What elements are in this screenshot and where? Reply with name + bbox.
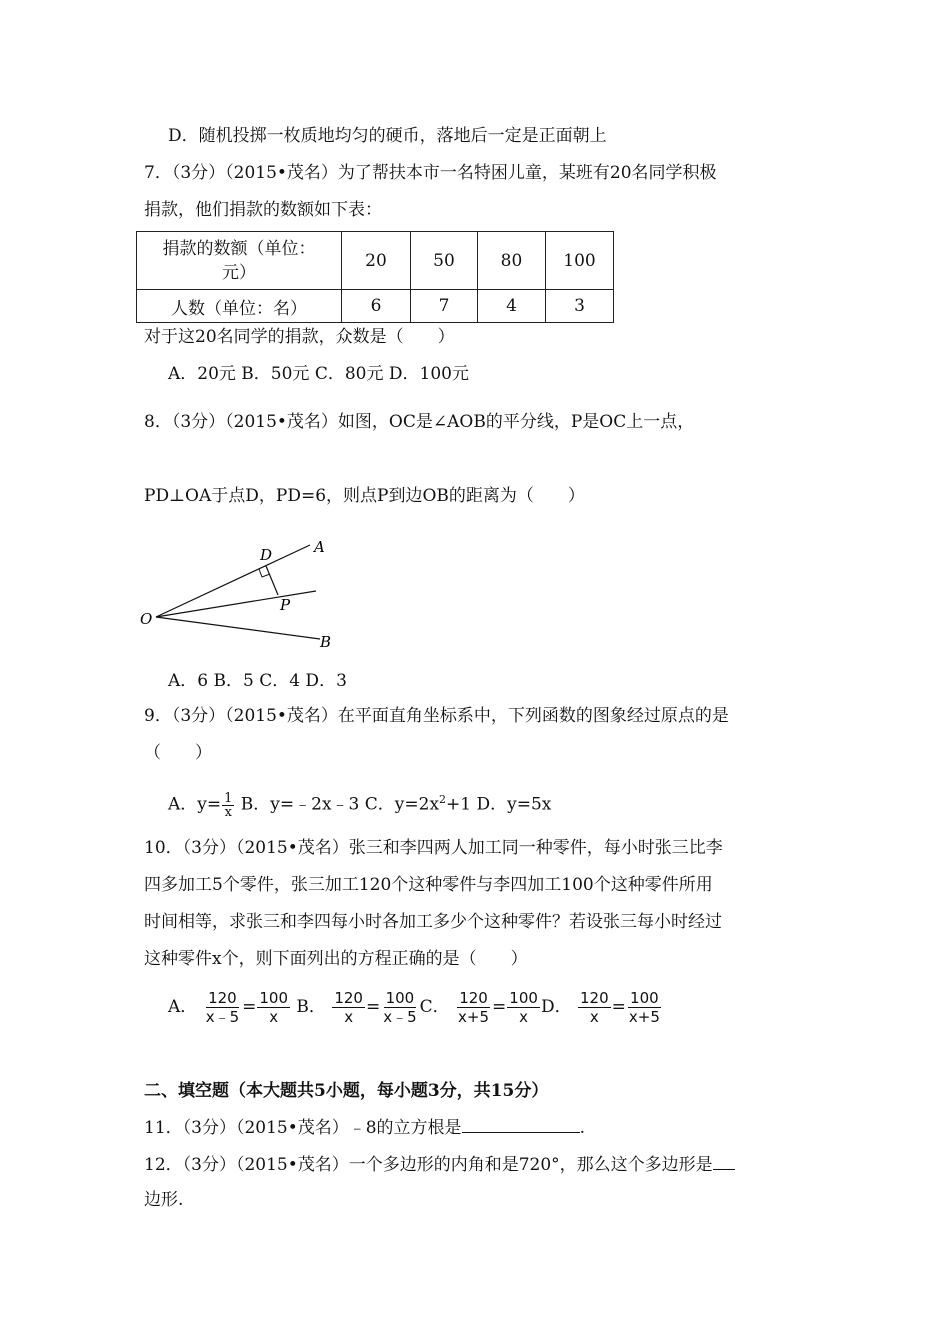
q10-text-line2: 四多加工5个零件，张三加工120个这种零件与李四加工100个这种零件所用: [144, 875, 713, 895]
q6-option-d: D．随机投掷一枚质地均匀的硬币，落地后一定是正面朝上: [168, 126, 607, 146]
q12-answer-blank: [713, 1151, 735, 1170]
fraction: [204, 989, 241, 1026]
table-header-amount: [137, 232, 342, 290]
q12-question: 12．（3分）（2015•茂名）一个多边形的内角和是720°，那么这个多边形是: [144, 1155, 713, 1175]
q9-text-line2: （ ）: [144, 743, 212, 763]
equals: =: [365, 997, 381, 1017]
angle-bisector-figure: [138, 535, 338, 655]
fraction: [578, 989, 611, 1026]
table-cell: 80: [478, 232, 546, 290]
denominator: x﹣5: [205, 1008, 240, 1026]
denominator: x+5: [458, 1008, 490, 1026]
fraction: [627, 989, 662, 1026]
q9-option-a-prefix: A．y=: [168, 794, 222, 815]
q12-text-line2: 边形.: [144, 1190, 184, 1210]
equals: =: [492, 997, 507, 1017]
table-cell: 3: [546, 290, 614, 323]
denominator: x: [519, 1008, 529, 1026]
option-d-label: D．: [540, 997, 572, 1017]
label-b: B: [320, 633, 332, 651]
q11-answer-blank: [462, 1114, 580, 1133]
numerator: 1: [224, 790, 233, 806]
equals: =: [242, 997, 257, 1017]
table-cell: 4: [478, 290, 546, 323]
fraction-1-over-x: [222, 792, 234, 819]
option-a-label: A．: [168, 997, 198, 1017]
q11-question: 11．（3分）（2015•茂名）﹣8的立方根是: [144, 1118, 462, 1138]
q9-option-rest: +1 D．y=5x: [446, 794, 552, 815]
numerator: 120: [334, 989, 363, 1007]
label-p: P: [280, 596, 291, 614]
q8-text-line1: 8．（3分）（2015•茂名）如图，OC是∠AOB的平分线，P是OC上一点，: [144, 412, 695, 432]
fraction: [257, 989, 290, 1026]
fraction: [381, 989, 418, 1026]
table-cell: 50: [411, 232, 478, 290]
q11-text: [144, 1114, 585, 1140]
numerator: 100: [259, 989, 288, 1007]
fraction: [456, 989, 491, 1026]
numerator: 120: [208, 989, 237, 1007]
denominator: x: [224, 804, 232, 820]
donation-table: [136, 231, 614, 323]
q12-text-line1: [144, 1151, 735, 1177]
q7-text-line2: 捐款，他们捐款的数额如下表：: [144, 200, 382, 220]
q9-option-b-c: B．y=﹣2x﹣3 C．y=2x: [235, 794, 440, 815]
label-d: D: [260, 546, 273, 564]
header-amount-line2: 元）: [222, 262, 256, 283]
fraction: [332, 989, 365, 1026]
denominator: x﹣5: [383, 1008, 417, 1026]
q10-text-line4: 这种零件x个，则下面列出的方程正确的是（ ）: [144, 949, 528, 969]
header-amount-line1: 捐款的数额（单位：: [162, 238, 316, 259]
q10-text-line3: 时间相等，求张三和李四每小时各加工多少个这种零件？若设张三每小时经过: [144, 912, 722, 932]
denominator: x: [344, 1008, 354, 1026]
q7-question: 对于这20名同学的捐款，众数是（ ）: [144, 327, 455, 347]
numerator: 120: [459, 989, 488, 1007]
q10-text-line1: 10．（3分）（2015•茂名）张三和李四两人加工同一种零件，每小时张三比李: [144, 838, 723, 858]
label-o: O: [140, 610, 153, 628]
denominator: x: [269, 1008, 279, 1026]
segment-pd: [266, 566, 278, 595]
numerator: 100: [385, 989, 415, 1007]
fraction: [507, 989, 540, 1026]
denominator: x+5: [628, 1008, 660, 1026]
q11-period: .: [579, 1118, 585, 1138]
option-b-label: B．: [296, 997, 326, 1017]
ray-oc: [156, 591, 316, 617]
table-header-count: 人数（单位：名）: [137, 290, 342, 323]
table-cell: 100: [546, 232, 614, 290]
exponent: 2: [439, 793, 447, 806]
q7-text-line1: 7．（3分）（2015•茂名）为了帮扶本市一名特困儿童，某班有20名同学积极: [144, 163, 717, 183]
q9-text-line1: 9．（3分）（2015•茂名）在平面直角坐标系中，下列函数的图象经过原点的是: [144, 706, 729, 726]
option-c-label: C．: [419, 997, 450, 1017]
q7-options: A．20元 B．50元 C．80元 D．100元: [168, 364, 469, 384]
equals: =: [611, 997, 626, 1017]
label-a: A: [314, 538, 325, 556]
denominator: x: [589, 1008, 599, 1026]
q9-options: [168, 782, 551, 823]
table-cell: 20: [342, 232, 411, 290]
section-2-title: 二、填空题（本大题共5小题，每小题3分，共15分）: [144, 1081, 549, 1101]
q8-text-line2: PD⊥OA于点D，PD=6，则点P到边OB的距离为（ ）: [144, 486, 585, 506]
numerator: 120: [579, 989, 609, 1007]
numerator: 100: [630, 989, 659, 1007]
q8-options: A．6 B．5 C．4 D．3: [168, 671, 347, 691]
q10-options: [168, 986, 663, 1028]
ray-ob: [156, 617, 320, 639]
table-cell: 6: [342, 290, 411, 323]
table-cell: 7: [411, 290, 478, 323]
numerator: 100: [509, 989, 538, 1007]
